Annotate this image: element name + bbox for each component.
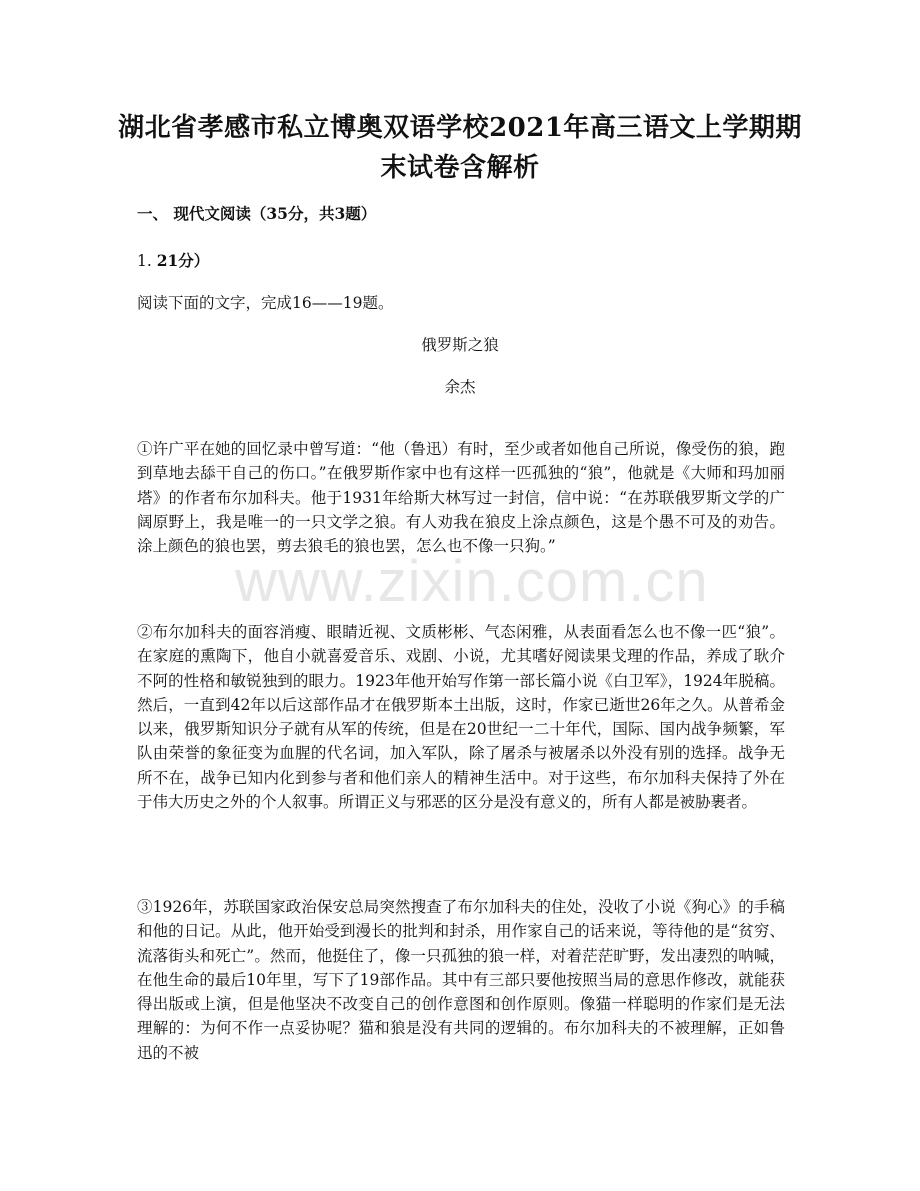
question-number [137,250,209,272]
question-score: 21分） [156,251,210,270]
article-title: 俄罗斯之狼 [421,336,499,354]
paragraph-2: ②布尔加科夫的面容消瘦、眼睛近视、文质彬彬、气态闲雅，从表面看怎么也不像一匹“狼”。在家庭的熏陶下，他自小就喜爱音乐、戏剧、小说，尤其嗜好阅读果戈理的作品，养成了耿介不阿的性格和敏锐独到的眼力。1923年他开始写作第一部长篇小说《白卫军》，1924年脱稿。然后，一直到42年以后这部作品才在俄罗斯本土出版，这时，作家已逝世26年之久。从普希金以来，俄罗斯知识分子就有从军的传统，但是在20世纪一二十年代，国际、国内战争频繁，军队由荣誉的象征变为血腥的代名词，加入军队，除了屠杀与被屠杀以外没有别的选择。战争无所不在，战争已知内化到参与者和他们亲人的精神生活中。对于这些，布尔加科夫保持了外在于伟大历史之外的个人叙事。所谓正义与邪恶的区分是没有意义的，所有人都是被胁裹者。 [137,623,785,812]
question-index: 1. [137,252,152,270]
reading-instruction: 阅读下面的文字，完成16——19题。 [137,294,394,312]
section-heading: 一、 现代文阅读（35分，共3题） [137,204,377,223]
article-author: 余杰 [444,378,476,396]
document-title: 湖北省孝感市私立博奥双语学校2021年高三语文上学期期末试卷含解析 [118,113,802,183]
paragraph-3: ③1926年，苏联国家政治保安总局突然搜查了布尔加科夫的住处，没收了小说《狗心》的手稿和他的日记。从此，他开始受到漫长的批判和封杀，用作家自己的话来说，等待他的是“贫穷、流落街头和死亡”。然而，他挺住了，像一只孤独的狼一样，对着茫茫旷野，发出凄烈的呐喊，在他生命的最后10年里，写下了19部作品。其中有三部只要他按照当局的意思作修改，就能获得出版或上演，但是他坚决不改变自己的创作意图和创作原则。像猫一样聪明的作家们是无法理解的：为何不作一点妥协呢？猫和狼是没有共同的逻辑的。布尔加科夫的不被理解，正如鲁迅的不被 [137,898,785,1062]
paragraph-1: ①许广平在她的回忆录中曾写道：“他（鲁迅）有时，至少或者如他自己所说，像受伤的狼，跑到草地去舔干自己的伤口。”在俄罗斯作家中也有这样一匹孤独的“狼”，他就是《大师和玛加丽塔》的作者布尔加科夫。他于1931年给斯大林写过一封信，信中说：“在苏联俄罗斯文学的广阔原野上，我是唯一的一只文学之狼。有人劝我在狼皮上涂点颜色，这是个愚不可及的劝告。涂上颜色的狼也罢，剪去狼毛的狼也罢，怎么也不像一只狗。” [137,440,785,556]
watermark: www.zixin.com.cn [235,549,709,614]
